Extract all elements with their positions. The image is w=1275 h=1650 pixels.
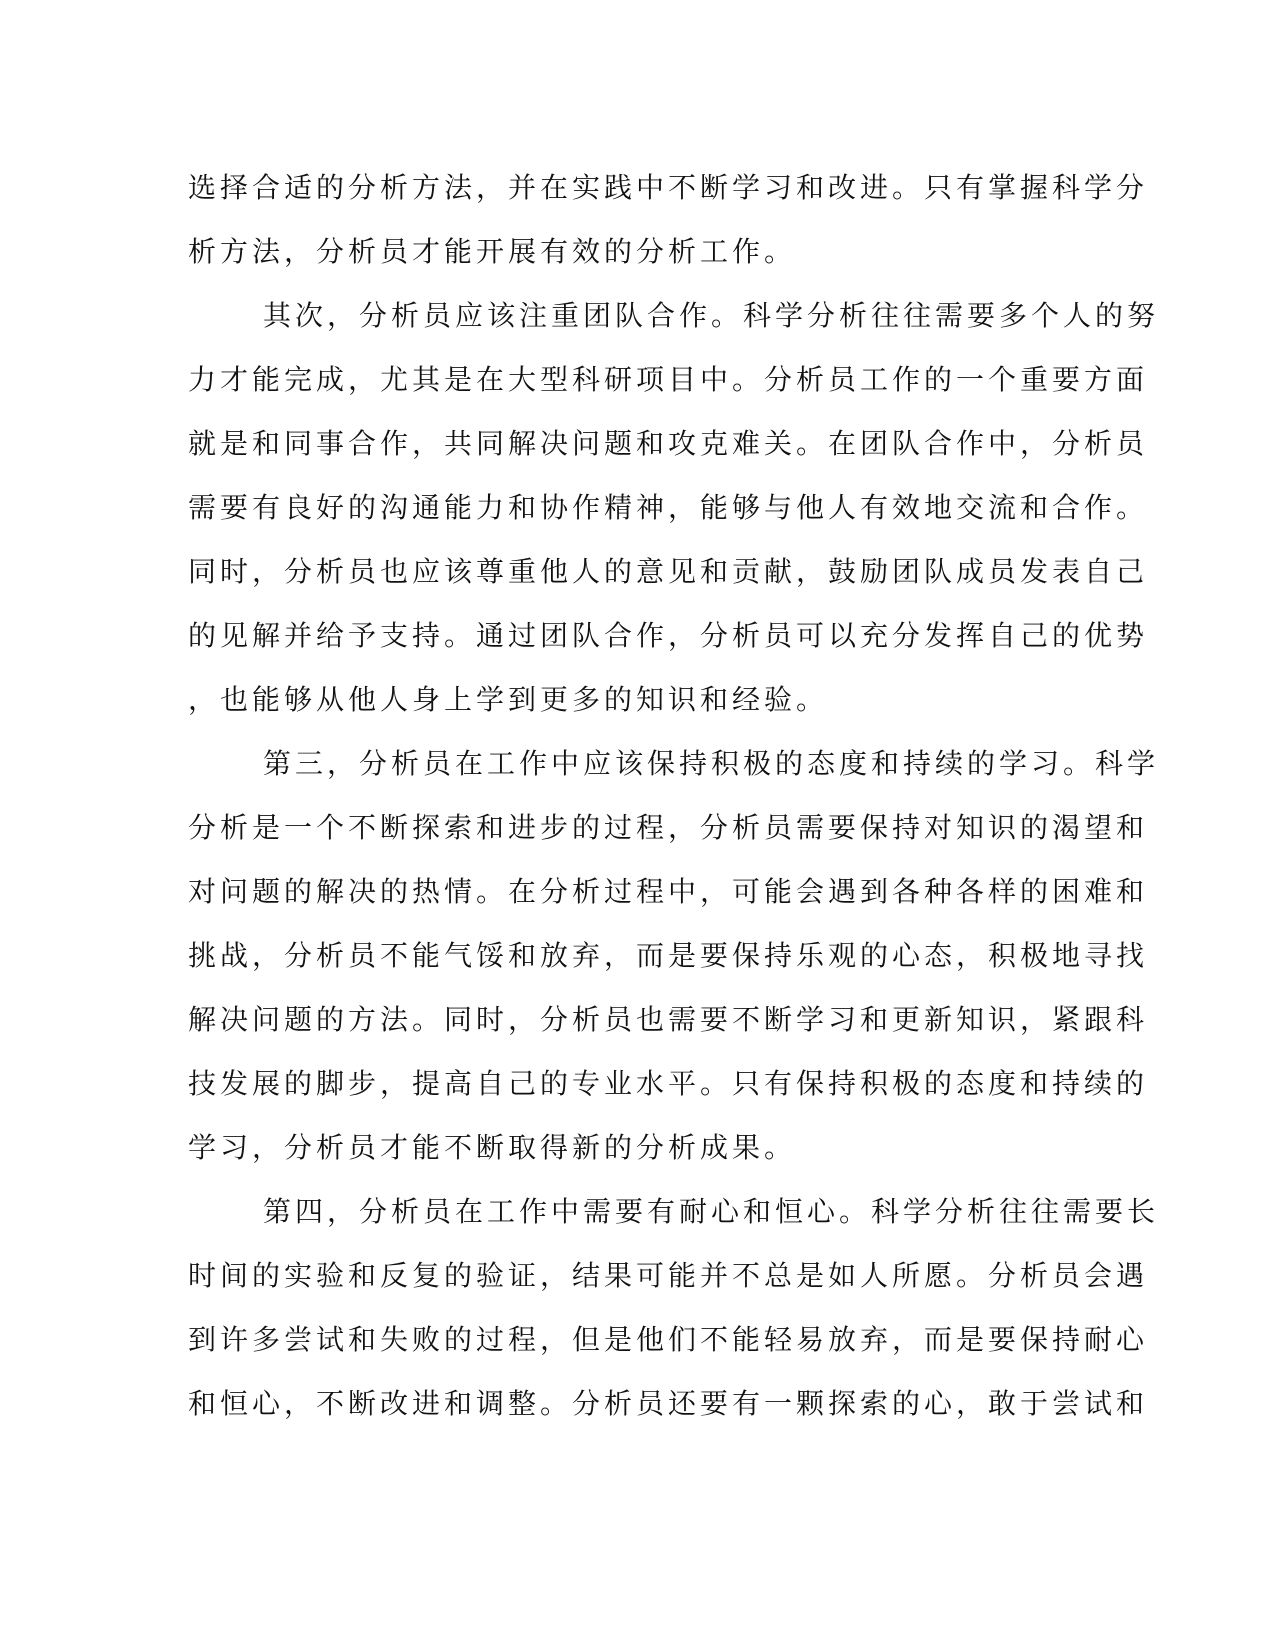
text-line: 选择合适的分析方法，并在实践中不断学习和改进。只有掌握科学分 bbox=[188, 171, 1149, 204]
text-line: 分析是一个不断探索和进步的过程，分析员需要保持对知识的渴望和 bbox=[188, 811, 1149, 844]
text-line: 和恒心，不断改进和调整。分析员还要有一颗探索的心，敢于尝试和 bbox=[188, 1387, 1149, 1420]
text-line: 对问题的解决的热情。在分析过程中，可能会遇到各种各样的困难和 bbox=[188, 875, 1149, 908]
text-line: 到许多尝试和失败的过程，但是他们不能轻易放弃，而是要保持耐心 bbox=[188, 1323, 1149, 1356]
text-line: 学习，分析员才能不断取得新的分析成果。 bbox=[188, 1131, 797, 1164]
paragraph-start-line: 第三，分析员在工作中应该保持积极的态度和持续的学习。科学 bbox=[263, 747, 1160, 780]
text-line: ，也能够从他人身上学到更多的知识和经验。 bbox=[188, 683, 829, 716]
text-line: 需要有良好的沟通能力和协作精神，能够与他人有效地交流和合作。 bbox=[188, 491, 1149, 524]
paragraph-start-line: 其次，分析员应该注重团队合作。科学分析往往需要多个人的努 bbox=[263, 299, 1160, 332]
document-body bbox=[188, 156, 1160, 1436]
text-line: 的见解并给予支持。通过团队合作，分析员可以充分发挥自己的优势 bbox=[188, 619, 1149, 652]
text-line: 时间的实验和反复的验证，结果可能并不总是如人所愿。分析员会遇 bbox=[188, 1259, 1149, 1292]
text-line: 解决问题的方法。同时，分析员也需要不断学习和更新知识，紧跟科 bbox=[188, 1003, 1149, 1036]
text-line: 技发展的脚步，提高自己的专业水平。只有保持积极的态度和持续的 bbox=[188, 1067, 1149, 1100]
paragraph-start-line: 第四，分析员在工作中需要有耐心和恒心。科学分析往往需要长 bbox=[263, 1195, 1160, 1228]
text-line: 挑战，分析员不能气馁和放弃，而是要保持乐观的心态，积极地寻找 bbox=[188, 939, 1149, 972]
text-line: 就是和同事合作，共同解决问题和攻克难关。在团队合作中，分析员 bbox=[188, 427, 1149, 460]
text-line: 同时，分析员也应该尊重他人的意见和贡献，鼓励团队成员发表自己 bbox=[188, 555, 1149, 588]
text-line: 力才能完成，尤其是在大型科研项目中。分析员工作的一个重要方面 bbox=[188, 363, 1149, 396]
text-line: 析方法，分析员才能开展有效的分析工作。 bbox=[188, 235, 797, 268]
